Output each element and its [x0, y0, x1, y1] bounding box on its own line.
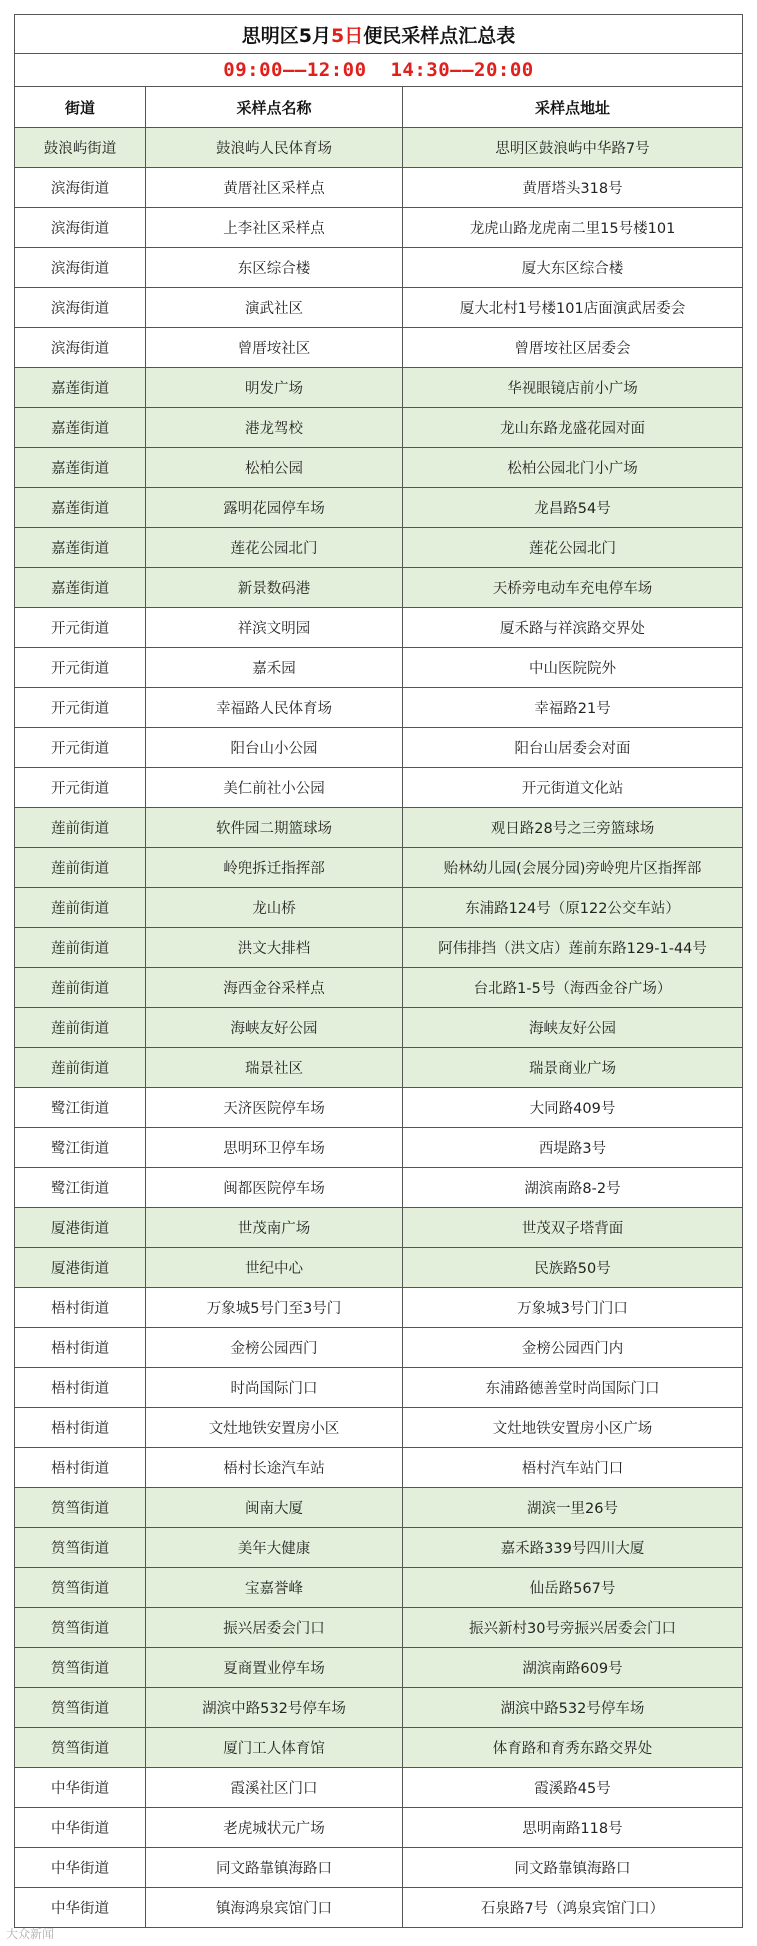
cell-street: 中华街道	[15, 1848, 146, 1888]
cell-site-name: 松柏公园	[146, 448, 403, 488]
cell-site-address: 阿伟排挡（洪文店）莲前东路129-1-44号	[403, 928, 743, 968]
cell-site-address: 龙山东路龙盛花园对面	[403, 408, 743, 448]
cell-site-address: 湖滨中路532号停车场	[403, 1688, 743, 1728]
cell-street: 莲前街道	[15, 808, 146, 848]
cell-site-name: 东区综合楼	[146, 248, 403, 288]
cell-street: 莲前街道	[15, 968, 146, 1008]
column-header-site-address: 采样点地址	[403, 87, 743, 128]
cell-site-name: 上李社区采样点	[146, 208, 403, 248]
cell-street: 鹭江街道	[15, 1128, 146, 1168]
cell-site-address: 莲花公园北门	[403, 528, 743, 568]
cell-site-name: 莲花公园北门	[146, 528, 403, 568]
cell-site-name: 湖滨中路532号停车场	[146, 1688, 403, 1728]
table-row	[15, 528, 743, 568]
table-row	[15, 1848, 743, 1888]
cell-street: 开元街道	[15, 768, 146, 808]
cell-site-name: 天济医院停车场	[146, 1088, 403, 1128]
title-suffix: 便民采样点汇总表	[363, 24, 516, 47]
cell-street: 鹭江街道	[15, 1088, 146, 1128]
table-row	[15, 1528, 743, 1568]
page-title	[15, 15, 743, 54]
cell-street: 厦港街道	[15, 1208, 146, 1248]
cell-site-address: 华视眼镜店前小广场	[403, 368, 743, 408]
cell-site-name: 新景数码港	[146, 568, 403, 608]
cell-street: 莲前街道	[15, 888, 146, 928]
cell-site-address: 体育路和育秀东路交界处	[403, 1728, 743, 1768]
cell-street: 滨海街道	[15, 328, 146, 368]
cell-street: 中华街道	[15, 1888, 146, 1928]
cell-site-address: 嘉禾路339号四川大厦	[403, 1528, 743, 1568]
cell-site-address: 霞溪路45号	[403, 1768, 743, 1808]
cell-site-address: 厦大北村1号楼101店面演武居委会	[403, 288, 743, 328]
table-row	[15, 928, 743, 968]
cell-site-name: 老虎城状元广场	[146, 1808, 403, 1848]
cell-street: 筼筜街道	[15, 1488, 146, 1528]
cell-street: 梧村街道	[15, 1288, 146, 1328]
cell-street: 滨海街道	[15, 208, 146, 248]
cell-site-name: 龙山桥	[146, 888, 403, 928]
cell-site-address: 曾厝垵社区居委会	[403, 328, 743, 368]
cell-street: 筼筜街道	[15, 1728, 146, 1768]
column-header-site-name: 采样点名称	[146, 87, 403, 128]
table-row	[15, 1808, 743, 1848]
cell-street: 筼筜街道	[15, 1528, 146, 1568]
cell-site-name: 明发广场	[146, 368, 403, 408]
cell-street: 嘉莲街道	[15, 528, 146, 568]
cell-site-name: 世纪中心	[146, 1248, 403, 1288]
table-row	[15, 808, 743, 848]
cell-site-name: 海西金谷采样点	[146, 968, 403, 1008]
cell-site-address: 湖滨南路609号	[403, 1648, 743, 1688]
cell-site-address: 西堤路3号	[403, 1128, 743, 1168]
table-row	[15, 1008, 743, 1048]
cell-site-name: 洪文大排档	[146, 928, 403, 968]
table-row	[15, 368, 743, 408]
cell-site-name: 厦门工人体育馆	[146, 1728, 403, 1768]
title-row	[15, 15, 743, 54]
cell-street: 筼筜街道	[15, 1608, 146, 1648]
cell-site-name: 梧村长途汽车站	[146, 1448, 403, 1488]
table-row	[15, 728, 743, 768]
cell-site-address: 黄厝塔头318号	[403, 168, 743, 208]
table-row	[15, 608, 743, 648]
cell-street: 滨海街道	[15, 168, 146, 208]
cell-site-address: 万象城3号门门口	[403, 1288, 743, 1328]
cell-site-name: 美年大健康	[146, 1528, 403, 1568]
cell-site-name: 演武社区	[146, 288, 403, 328]
cell-site-address: 开元街道文化站	[403, 768, 743, 808]
cell-street: 滨海街道	[15, 288, 146, 328]
cell-site-address: 厦大东区综合楼	[403, 248, 743, 288]
cell-site-address: 厦禾路与祥滨路交界处	[403, 608, 743, 648]
cell-site-name: 镇海鸿泉宾馆门口	[146, 1888, 403, 1928]
table-row	[15, 1488, 743, 1528]
cell-site-address: 贻林幼儿园(会展分园)旁岭兜片区指挥部	[403, 848, 743, 888]
table-row	[15, 1688, 743, 1728]
table-row	[15, 648, 743, 688]
cell-site-name: 嘉禾园	[146, 648, 403, 688]
cell-street: 开元街道	[15, 728, 146, 768]
column-header-street: 街道	[15, 87, 146, 128]
cell-site-name: 万象城5号门至3号门	[146, 1288, 403, 1328]
table-row	[15, 408, 743, 448]
cell-site-name: 阳台山小公园	[146, 728, 403, 768]
title-prefix: 思明区5月	[241, 24, 331, 47]
cell-site-address: 石泉路7号（鸿泉宾馆门口）	[403, 1888, 743, 1928]
cell-site-address: 幸福路21号	[403, 688, 743, 728]
table-row	[15, 328, 743, 368]
cell-site-address: 观日路28号之三旁篮球场	[403, 808, 743, 848]
cell-site-address: 同文路靠镇海路口	[403, 1848, 743, 1888]
title-date-highlight: 5日	[331, 24, 364, 47]
cell-street: 梧村街道	[15, 1368, 146, 1408]
cell-site-name: 幸福路人民体育场	[146, 688, 403, 728]
cell-site-address: 阳台山居委会对面	[403, 728, 743, 768]
cell-street: 嘉莲街道	[15, 488, 146, 528]
cell-site-address: 思明区鼓浪屿中华路7号	[403, 128, 743, 168]
cell-street: 莲前街道	[15, 1008, 146, 1048]
table-row	[15, 1328, 743, 1368]
cell-site-name: 瑞景社区	[146, 1048, 403, 1088]
table-row	[15, 568, 743, 608]
cell-site-address: 松柏公园北门小广场	[403, 448, 743, 488]
table-row	[15, 1648, 743, 1688]
table-row	[15, 1408, 743, 1448]
cell-site-name: 闽南大厦	[146, 1488, 403, 1528]
cell-site-name: 美仁前社小公园	[146, 768, 403, 808]
table-row	[15, 448, 743, 488]
cell-site-address: 龙昌路54号	[403, 488, 743, 528]
cell-site-name: 振兴居委会门口	[146, 1608, 403, 1648]
table-row	[15, 1168, 743, 1208]
table-row	[15, 248, 743, 288]
cell-site-name: 黄厝社区采样点	[146, 168, 403, 208]
cell-site-name: 文灶地铁安置房小区	[146, 1408, 403, 1448]
cell-street: 开元街道	[15, 648, 146, 688]
table-row	[15, 128, 743, 168]
cell-street: 厦港街道	[15, 1248, 146, 1288]
cell-site-address: 思明南路118号	[403, 1808, 743, 1848]
cell-site-address: 瑞景商业广场	[403, 1048, 743, 1088]
cell-street: 筼筜街道	[15, 1688, 146, 1728]
cell-street: 中华街道	[15, 1768, 146, 1808]
cell-site-name: 软件园二期篮球场	[146, 808, 403, 848]
cell-site-name: 同文路靠镇海路口	[146, 1848, 403, 1888]
cell-site-name: 闽都医院停车场	[146, 1168, 403, 1208]
cell-street: 梧村街道	[15, 1408, 146, 1448]
cell-site-address: 仙岳路567号	[403, 1568, 743, 1608]
cell-site-address: 海峡友好公园	[403, 1008, 743, 1048]
cell-site-name: 霞溪社区门口	[146, 1768, 403, 1808]
cell-street: 嘉莲街道	[15, 408, 146, 448]
cell-street: 开元街道	[15, 688, 146, 728]
table-row	[15, 1248, 743, 1288]
cell-street: 嘉莲街道	[15, 448, 146, 488]
cell-site-address: 湖滨南路8-2号	[403, 1168, 743, 1208]
cell-street: 滨海街道	[15, 248, 146, 288]
sampling-sites-table	[14, 14, 743, 1928]
table-row	[15, 1568, 743, 1608]
table-row	[15, 888, 743, 928]
table-row	[15, 168, 743, 208]
cell-street: 筼筜街道	[15, 1568, 146, 1608]
cell-site-name: 港龙驾校	[146, 408, 403, 448]
cell-site-address: 东浦路124号（原122公交车站）	[403, 888, 743, 928]
table-row	[15, 1048, 743, 1088]
time-range: 09:00——12:00 14:30——20:00	[15, 54, 743, 87]
watermark-logo: 大众新闻	[6, 1927, 55, 1941]
cell-site-name: 海峡友好公园	[146, 1008, 403, 1048]
table-row	[15, 848, 743, 888]
table-row	[15, 1728, 743, 1768]
table-row	[15, 1888, 743, 1928]
cell-site-address: 台北路1-5号（海西金谷广场）	[403, 968, 743, 1008]
cell-site-name: 岭兜拆迁指挥部	[146, 848, 403, 888]
cell-site-address: 文灶地铁安置房小区广场	[403, 1408, 743, 1448]
table-row	[15, 208, 743, 248]
cell-site-address: 世茂双子塔背面	[403, 1208, 743, 1248]
cell-site-name: 祥滨文明园	[146, 608, 403, 648]
cell-site-name: 时尚国际门口	[146, 1368, 403, 1408]
table-row	[15, 1208, 743, 1248]
table-row	[15, 488, 743, 528]
table-row	[15, 1608, 743, 1648]
cell-site-address: 天桥旁电动车充电停车场	[403, 568, 743, 608]
time-row	[15, 54, 743, 87]
cell-site-address: 龙虎山路龙虎南二里15号楼101	[403, 208, 743, 248]
cell-street: 鹭江街道	[15, 1168, 146, 1208]
cell-site-name: 夏商置业停车场	[146, 1648, 403, 1688]
table-row	[15, 968, 743, 1008]
cell-site-name: 鼓浪屿人民体育场	[146, 128, 403, 168]
cell-street: 莲前街道	[15, 928, 146, 968]
cell-site-address: 大同路409号	[403, 1088, 743, 1128]
cell-street: 筼筜街道	[15, 1648, 146, 1688]
table-row	[15, 1768, 743, 1808]
cell-site-address: 东浦路德善堂时尚国际门口	[403, 1368, 743, 1408]
cell-site-name: 露明花园停车场	[146, 488, 403, 528]
cell-site-name: 思明环卫停车场	[146, 1128, 403, 1168]
cell-street: 嘉莲街道	[15, 568, 146, 608]
cell-street: 梧村街道	[15, 1328, 146, 1368]
table-row	[15, 688, 743, 728]
table-row	[15, 1288, 743, 1328]
table-row	[15, 1088, 743, 1128]
table-row	[15, 288, 743, 328]
table-row	[15, 1448, 743, 1488]
cell-site-address: 金榜公园西门内	[403, 1328, 743, 1368]
cell-site-name: 宝嘉誉峰	[146, 1568, 403, 1608]
cell-site-address: 中山医院院外	[403, 648, 743, 688]
cell-site-address: 梧村汽车站门口	[403, 1448, 743, 1488]
table-row	[15, 1128, 743, 1168]
cell-site-name: 曾厝垵社区	[146, 328, 403, 368]
table-row	[15, 1368, 743, 1408]
cell-street: 梧村街道	[15, 1448, 146, 1488]
cell-site-address: 振兴新村30号旁振兴居委会门口	[403, 1608, 743, 1648]
cell-street: 开元街道	[15, 608, 146, 648]
cell-street: 中华街道	[15, 1808, 146, 1848]
table-row	[15, 768, 743, 808]
cell-street: 鼓浪屿街道	[15, 128, 146, 168]
cell-site-address: 民族路50号	[403, 1248, 743, 1288]
header-row	[15, 87, 743, 128]
cell-street: 莲前街道	[15, 848, 146, 888]
cell-site-name: 世茂南广场	[146, 1208, 403, 1248]
cell-site-address: 湖滨一里26号	[403, 1488, 743, 1528]
cell-street: 莲前街道	[15, 1048, 146, 1088]
cell-site-name: 金榜公园西门	[146, 1328, 403, 1368]
cell-street: 嘉莲街道	[15, 368, 146, 408]
